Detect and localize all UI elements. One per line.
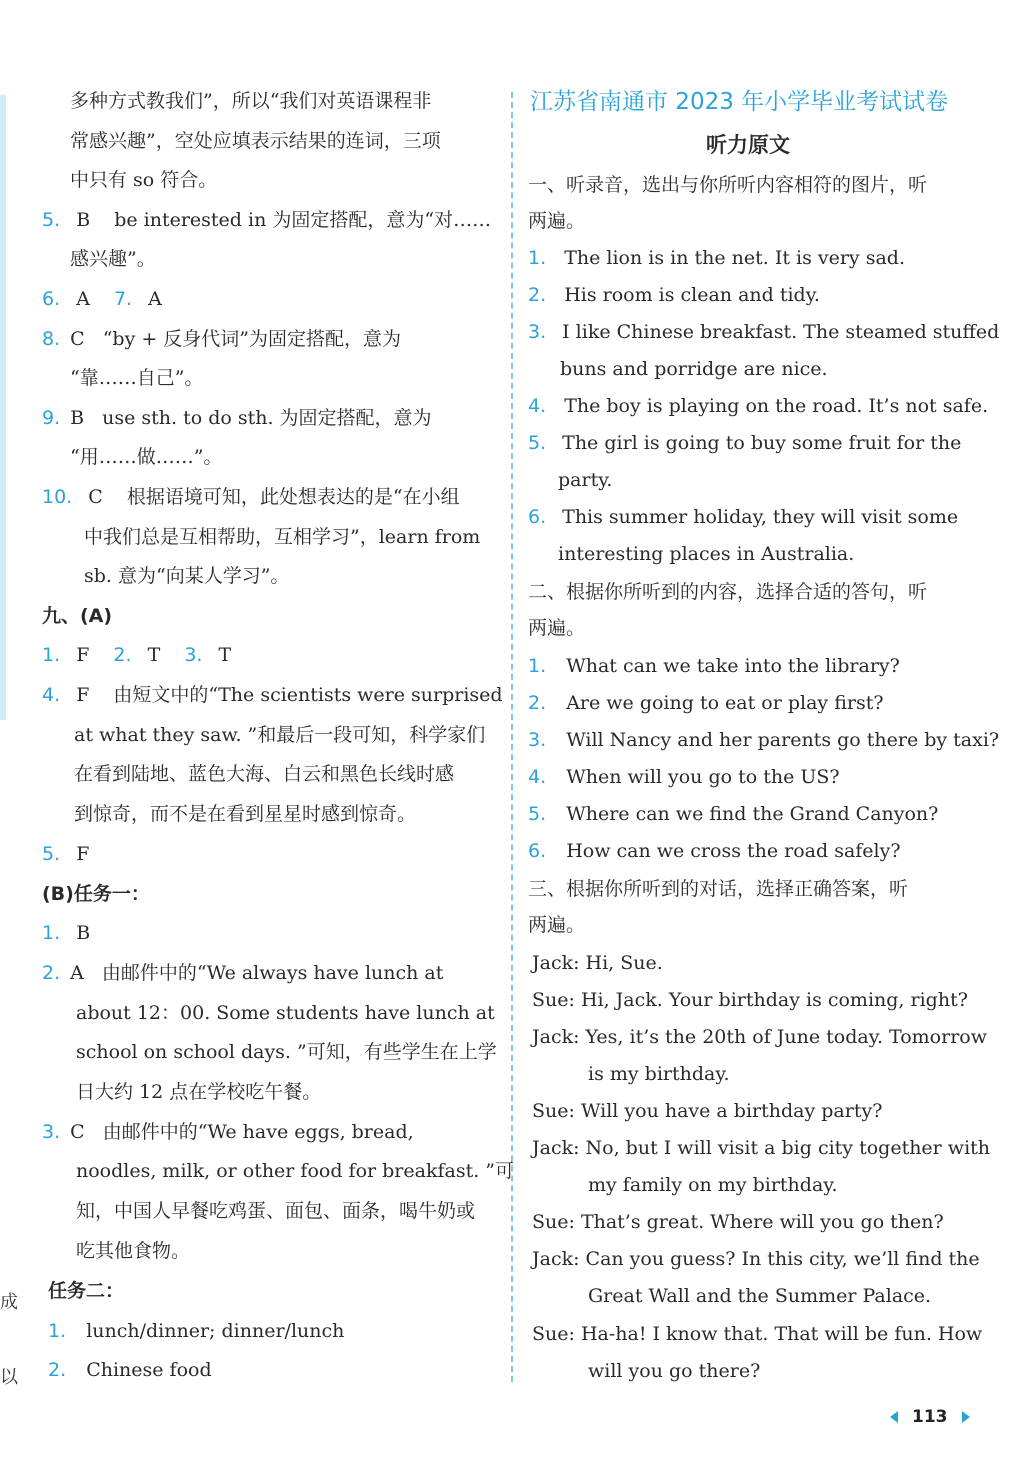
answer-item-8	[42, 330, 488, 349]
answer-item-5b	[42, 845, 89, 864]
script-text: The lion is in the net. It is very sad.	[564, 247, 905, 269]
explanation-cont: at what they saw. ”和最后一段可知，科学家们	[74, 724, 486, 746]
answer-letter: C	[70, 328, 85, 350]
task-two-item-1	[48, 1322, 344, 1341]
dialog-line-5: Jack: No, but I will visit a big city together with	[532, 1137, 991, 1159]
page-number: 113	[912, 1407, 948, 1427]
item-number: 6.	[528, 840, 547, 862]
question-text: Where can we find the Grand Canyon?	[566, 803, 939, 825]
answer-letter: B	[76, 922, 91, 944]
dialog-line-8: Sue: Ha-ha! I know that. That will be fun. How	[532, 1323, 983, 1345]
part-three-instruction: 三、根据你所听到的对话，选择正确答案，听	[528, 878, 909, 900]
answer-letter: T	[218, 644, 232, 666]
explanation: use sth. to do sth. 为固定搭配，意为	[102, 407, 432, 429]
item-number: 4.	[528, 766, 547, 788]
item-number: 6.	[528, 506, 547, 528]
task-one-item-2	[42, 964, 490, 983]
answer-letter: C	[88, 486, 103, 508]
item-number: 2.	[48, 1359, 67, 1381]
answer-letter: T	[147, 644, 161, 666]
part-one-instruction-cont: 两遍。	[528, 210, 586, 232]
part-two-instruction-cont: 两遍。	[528, 617, 586, 639]
explanation: 由短文中的“The scientists were surprised	[113, 684, 503, 706]
explanation-cont: about 12：00. Some students have lunch at	[76, 1002, 495, 1024]
dialog-line-7: Jack: Can you guess? In this city, we’ll find the	[532, 1248, 980, 1270]
question-text: Are we going to eat or play first?	[566, 692, 884, 714]
question-text: What can we take into the library?	[566, 655, 900, 677]
script-item-2	[528, 286, 820, 305]
edge-color-bar	[0, 95, 6, 720]
task-one-item-1	[42, 924, 90, 943]
script-item-5	[528, 434, 972, 453]
cont-line-2: 常感兴趣”，空处应填表示结果的连词，三项	[70, 130, 441, 152]
task-two-item-2	[48, 1361, 212, 1380]
explanation-cont: 吃其他食物。	[76, 1240, 191, 1262]
section-nine-a-heading: 九、(A)	[42, 605, 113, 627]
section-subtitle: 听力原文	[706, 133, 790, 157]
dialog-line-6: Sue: That’s great. Where will you go then?	[532, 1211, 944, 1233]
explanation-cont: 感兴趣”。	[70, 248, 156, 270]
part-two-instruction: 二、根据你所听到的内容，选择合适的答句，听	[528, 581, 928, 603]
column-divider	[511, 92, 513, 1382]
item-number: 5.	[528, 432, 547, 454]
question-item-3	[528, 731, 999, 750]
dialog-line-2: Sue: Hi, Jack. Your birthday is coming, right?	[532, 989, 968, 1011]
script-item-6	[528, 508, 972, 527]
item-number: 2.	[42, 962, 61, 984]
part-one-instruction: 一、听录音，选出与你所听内容相符的图片，听	[528, 174, 928, 196]
explanation-cont: sb. 意为“向某人学习”。	[84, 565, 290, 587]
next-page-icon[interactable]	[962, 1411, 970, 1423]
explanation: 根据语境可知，此处想表达的是“在小组	[126, 486, 460, 508]
answer-letter: A	[76, 288, 90, 310]
answer-letter: A	[148, 288, 162, 310]
exam-title: 江苏省南通市 2023 年小学毕业考试试卷	[530, 89, 949, 115]
answer-letter: A	[70, 962, 84, 984]
script-text: This summer holiday, they will visit some	[562, 506, 959, 528]
edge-clipped-char-2: 以	[0, 1367, 18, 1388]
item-number: 2.	[113, 644, 132, 666]
item-number: 7.	[113, 288, 133, 310]
explanation-cont: 中我们总是互相帮助，互相学习”，learn from	[84, 526, 481, 548]
script-text: The girl is going to buy some fruit for the	[562, 432, 962, 454]
answer-item-6-7	[42, 290, 162, 309]
question-item-4	[528, 768, 840, 787]
item-number: 3.	[184, 644, 203, 666]
script-text: The boy is playing on the road. It’s not safe.	[564, 395, 989, 417]
item-number: 1.	[48, 1320, 67, 1342]
answer-text: lunch/dinner; dinner/lunch	[86, 1320, 345, 1342]
script-text-cont: party.	[558, 469, 613, 491]
item-number: 1.	[42, 644, 61, 666]
item-number: 9.	[42, 407, 61, 429]
answer-letter: C	[70, 1121, 85, 1143]
explanation-cont: 日大约 12 点在学校吃午餐。	[76, 1081, 322, 1103]
script-item-3	[528, 321, 1000, 343]
explanation-cont: 知，中国人早餐吃鸡蛋、面包、面条，喝牛奶或	[76, 1200, 476, 1222]
item-number: 6.	[42, 288, 61, 310]
item-number: 4.	[42, 684, 61, 706]
edge-clipped-char-1: 成	[0, 1292, 18, 1313]
explanation-cont: 到惊奇，而不是在看到星星时感到惊奇。	[74, 803, 417, 825]
dialog-line-4: Sue: Will you have a birthday party?	[532, 1100, 883, 1122]
question-item-6	[528, 842, 901, 861]
script-item-4	[528, 397, 988, 416]
page-footer	[890, 1407, 970, 1427]
item-number: 3.	[42, 1121, 61, 1143]
item-number: 2.	[528, 284, 547, 306]
explanation-cont: noodles, milk, or other food for breakfast. ”可	[76, 1160, 515, 1182]
dialog-line-1: Jack: Hi, Sue.	[532, 952, 663, 974]
dialog-line-3-cont: is my birthday.	[588, 1063, 730, 1085]
answer-item-1-2-3	[42, 646, 231, 665]
question-text: Will Nancy and her parents go there by taxi?	[566, 729, 1000, 751]
explanation: “by + 反身代词”为固定搭配，意为	[102, 328, 402, 350]
cont-line-1: 多种方式教我们”，所以“我们对英语课程非	[70, 90, 432, 112]
answer-letter: B	[76, 209, 91, 231]
question-item-1	[528, 657, 900, 676]
explanation: 由邮件中的“We always have lunch at	[101, 962, 444, 984]
item-number: 3.	[528, 729, 547, 751]
question-item-5	[528, 805, 938, 824]
cont-line-3: 中只有 so 符合。	[70, 169, 218, 191]
script-text: His room is clean and tidy.	[564, 284, 820, 306]
answer-letter: B	[70, 407, 85, 429]
item-number: 1.	[528, 247, 547, 269]
item-number: 8.	[42, 328, 61, 350]
answer-letter: F	[76, 644, 90, 666]
script-text: I like Chinese breakfast. The steamed stuffed	[562, 321, 1000, 343]
item-number: 5.	[42, 843, 61, 865]
item-number: 3.	[528, 321, 547, 343]
item-number: 10.	[42, 486, 73, 508]
task-one-item-3	[42, 1123, 490, 1142]
script-text-cont: interesting places in Australia.	[558, 543, 855, 565]
dialog-line-5-cont: my family on my birthday.	[588, 1174, 838, 1196]
dialog-line-3: Jack: Yes, it’s the 20th of June today. Tomorrow	[532, 1026, 987, 1048]
explanation-cont: “靠……自己”。	[70, 367, 204, 389]
answer-item-10	[42, 488, 460, 507]
answer-text: Chinese food	[86, 1359, 212, 1381]
answer-item-4	[42, 686, 503, 705]
item-number: 5.	[528, 803, 547, 825]
part-three-instruction-cont: 两遍。	[528, 914, 586, 936]
question-item-2	[528, 694, 884, 713]
explanation-cont: 在看到陆地、蓝色大海、白云和黑色长线时感	[74, 763, 455, 785]
script-text-cont: buns and porridge are nice.	[560, 358, 828, 380]
question-text: When will you go to the US?	[566, 766, 840, 788]
dialog-line-7-cont: Great Wall and the Summer Palace.	[588, 1285, 932, 1307]
item-number: 5.	[42, 209, 61, 231]
dialog-line-8-cont: will you go there?	[588, 1360, 761, 1382]
answer-letter: F	[76, 684, 90, 706]
item-number: 4.	[528, 395, 547, 417]
section-nine-b-heading: (B)任务一：	[42, 883, 150, 905]
item-number: 1.	[528, 655, 547, 677]
explanation-cont: school on school days. ”可知，有些学生在上学	[76, 1041, 497, 1063]
script-item-1	[528, 249, 905, 268]
item-number: 2.	[528, 692, 547, 714]
question-text: How can we cross the road safely?	[566, 840, 901, 862]
explanation: 由邮件中的“We have eggs, bread,	[102, 1121, 414, 1143]
answer-item-9	[42, 409, 488, 428]
task-two-heading: 任务二：	[48, 1280, 125, 1302]
answer-letter: F	[76, 843, 90, 865]
explanation-cont: “用……做……”。	[70, 446, 223, 468]
explanation: be interested in 为固定搭配，意为“对……	[114, 209, 492, 231]
answer-item-5	[42, 211, 491, 230]
prev-page-icon[interactable]	[890, 1411, 898, 1423]
item-number: 1.	[42, 922, 61, 944]
